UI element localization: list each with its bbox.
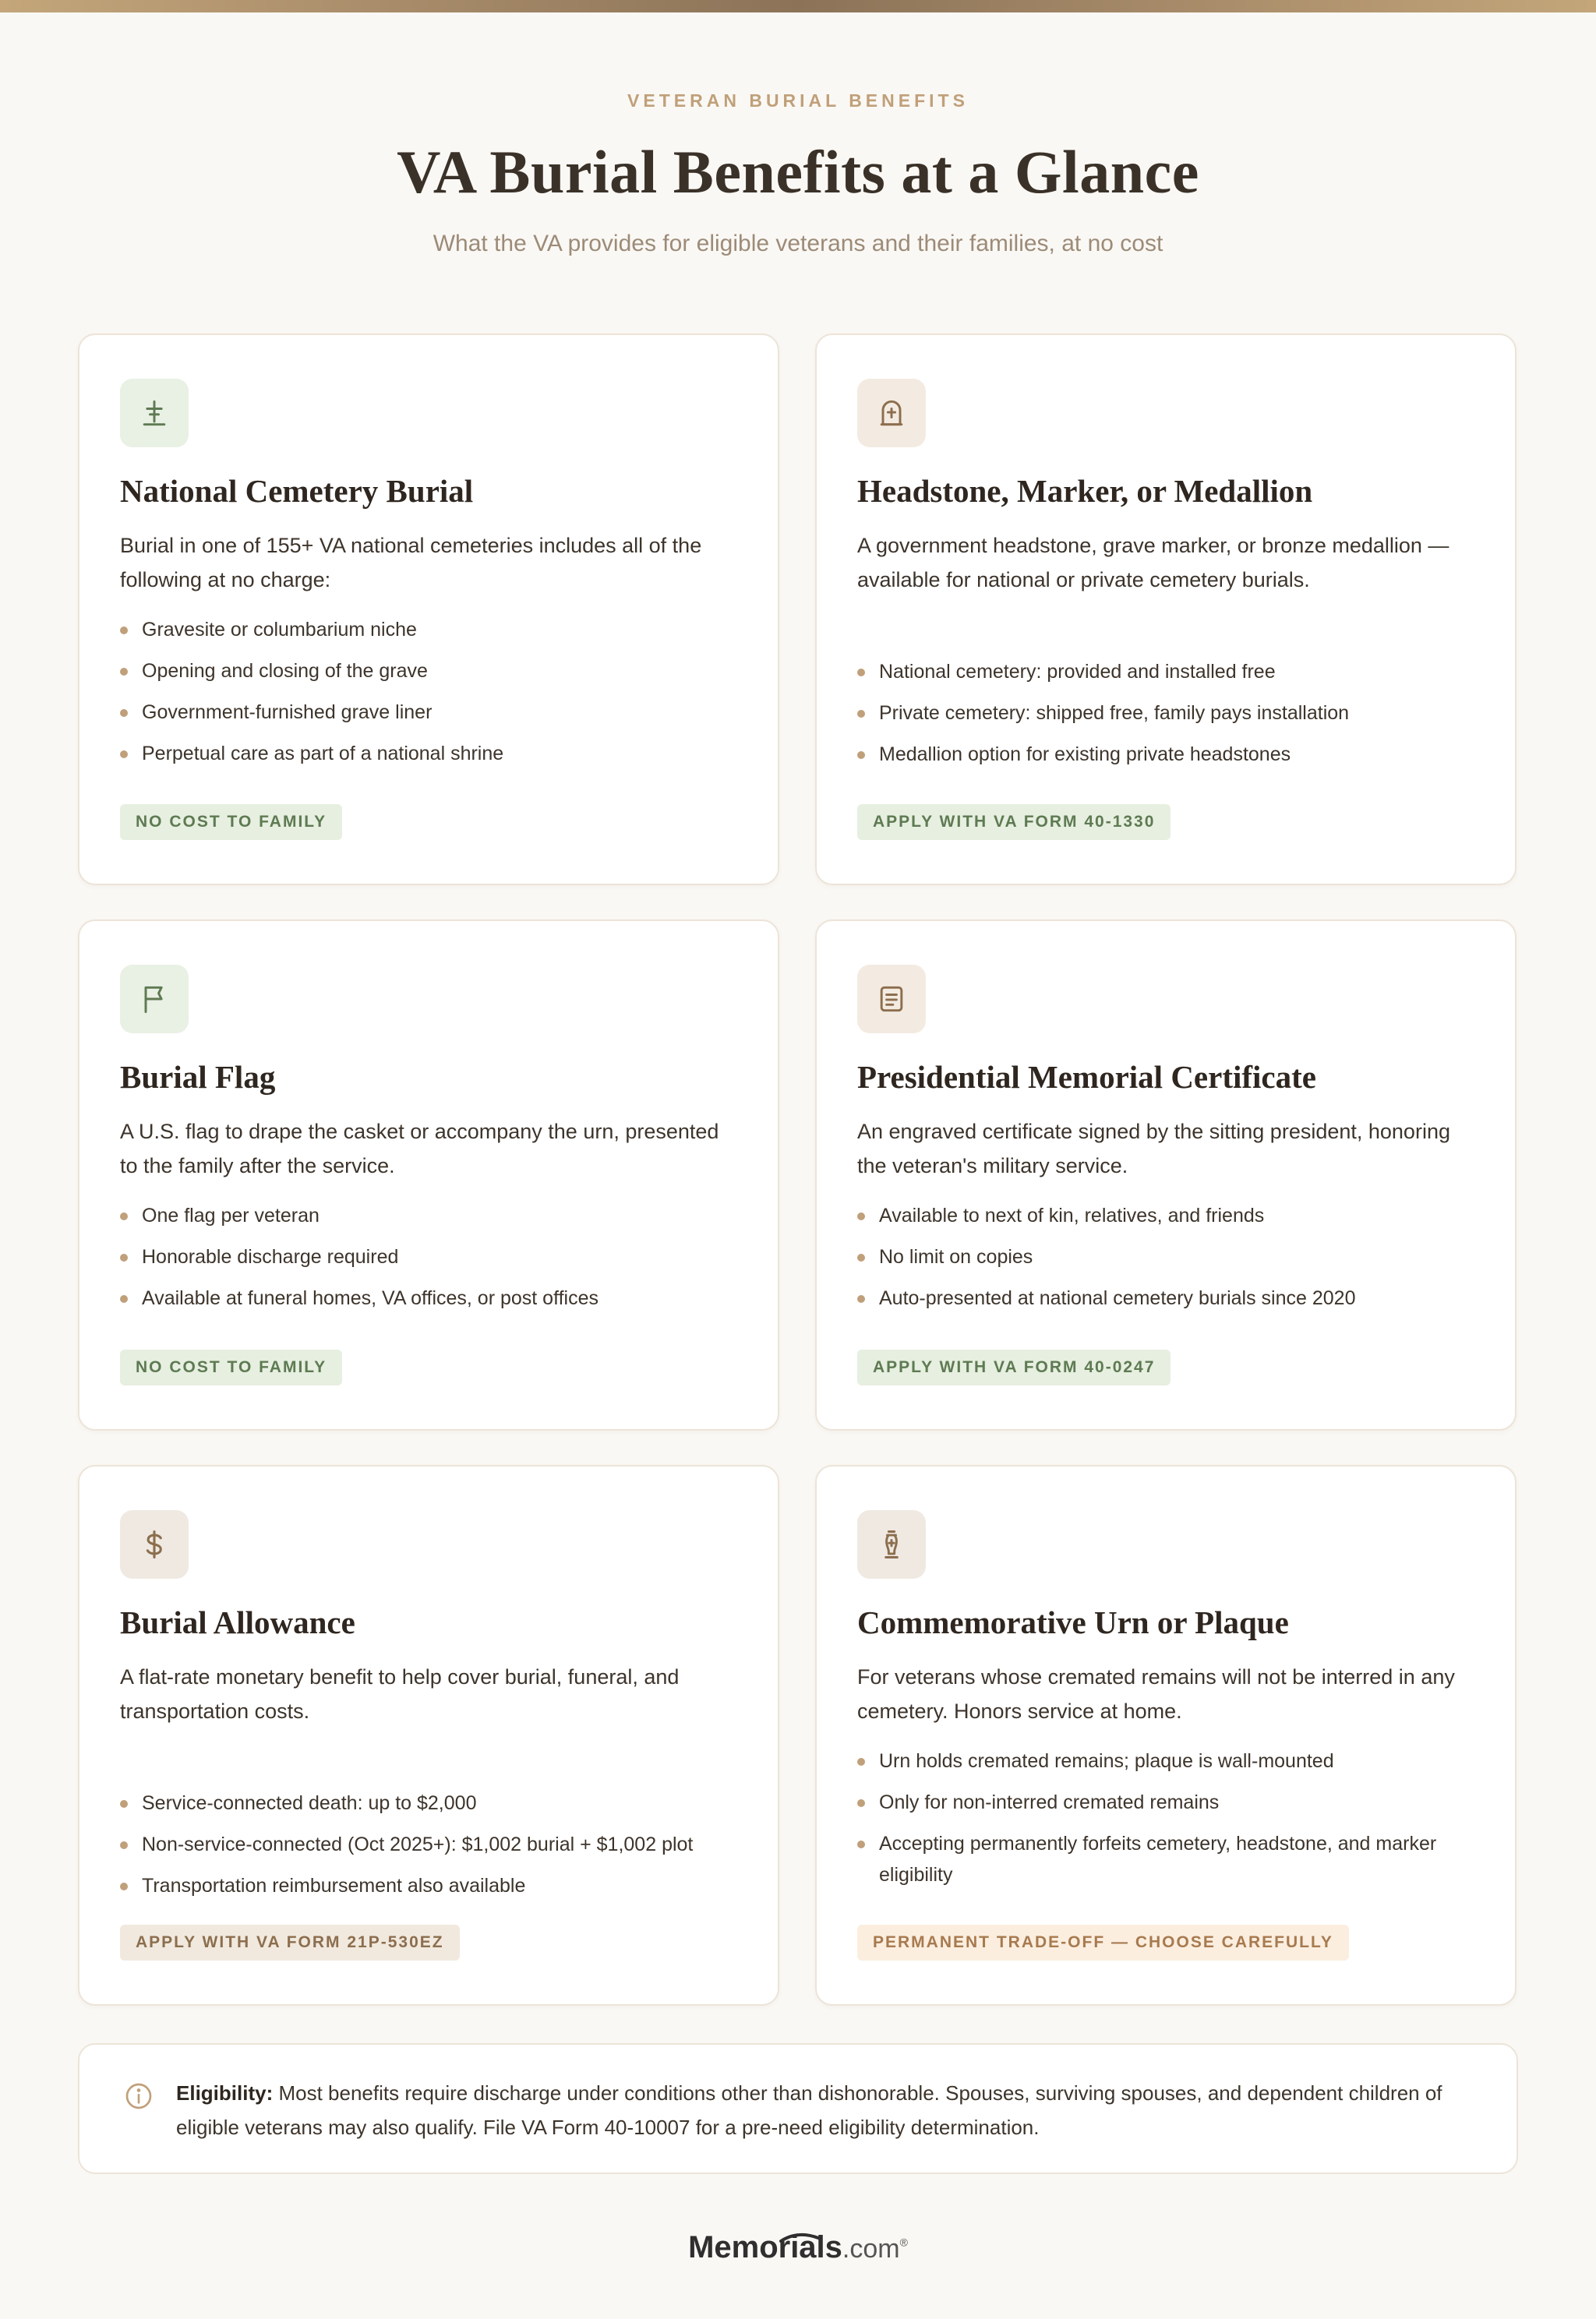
status-badge: NO COST TO FAMILY xyxy=(120,1350,342,1385)
benefit-list xyxy=(120,614,743,779)
eligibility-note xyxy=(78,2043,1518,2174)
card-title: Presidential Memorial Certificate xyxy=(857,1059,1316,1095)
card-commemorative-urn-plaque xyxy=(815,1465,1517,2006)
info-icon xyxy=(123,2081,154,2112)
card-title: Commemorative Urn or Plaque xyxy=(857,1604,1289,1640)
list-item: Transportation reimbursement also available xyxy=(120,1870,743,1901)
page-title: VA Burial Benefits at a Glance xyxy=(397,138,1199,206)
list-item: Gravesite or columbarium niche xyxy=(120,614,743,645)
list-item: Service-connected death: up to $2,000 xyxy=(120,1788,743,1819)
card-title: Headstone, Marker, or Medallion xyxy=(857,473,1313,509)
form-badge: APPLY WITH VA FORM 40-1330 xyxy=(857,804,1171,840)
card-title: Burial Flag xyxy=(120,1059,276,1095)
list-item: Government-furnished grave liner xyxy=(120,697,743,728)
benefit-list xyxy=(120,1200,743,1324)
card-description: An engraved certificate signed by the sitting president, honoring the veteran's military service. xyxy=(857,1120,1450,1177)
memorials-logo xyxy=(686,2230,910,2265)
list-item: Honorable discharge required xyxy=(120,1241,743,1272)
list-item: Accepting permanently forfeits cemetery, headstone, and marker eligibility xyxy=(857,1828,1481,1890)
card-description: A government headstone, grave marker, or bronze medallion — available for national or private cemetery burials. xyxy=(857,534,1449,591)
card-national-cemetery-burial xyxy=(78,334,779,885)
list-item: Non-service-connected (Oct 2025+): $1,002 burial + $1,002 plot xyxy=(120,1829,743,1860)
list-item: Available at funeral homes, VA offices, or post offices xyxy=(120,1283,743,1314)
flag-icon xyxy=(120,965,189,1033)
cemetery-cross-icon xyxy=(120,379,189,447)
top-accent-bar xyxy=(0,0,1596,12)
list-item: No limit on copies xyxy=(857,1241,1481,1272)
card-title: National Cemetery Burial xyxy=(120,473,474,509)
page-subtitle: What the VA provides for eligible veterans and their families, at no cost xyxy=(433,231,1163,256)
card-burial-flag xyxy=(78,919,779,1431)
brand-suffix: .com xyxy=(842,2234,900,2264)
list-item: Medallion option for existing private headstones xyxy=(857,739,1481,770)
headstone-icon xyxy=(857,379,926,447)
benefit-list xyxy=(857,1745,1481,1901)
eligibility-body: Most benefits require discharge under conditions other than dishonorable. Spouses, surviving spouses, and dependent children of eligible veterans may also qualify. File VA Form 40-10007 for a pre-need eligibility determination. xyxy=(176,2081,1442,2139)
form-badge: APPLY WITH VA FORM 40-0247 xyxy=(857,1350,1171,1385)
list-item: Opening and closing of the grave xyxy=(120,655,743,687)
benefit-list xyxy=(857,656,1481,780)
list-item: National cemetery: provided and installed free xyxy=(857,656,1481,687)
status-badge: NO COST TO FAMILY xyxy=(120,804,342,840)
list-item: One flag per veteran xyxy=(120,1200,743,1231)
card-description: A U.S. flag to drape the casket or accompany the urn, presented to the family after the service. xyxy=(120,1120,719,1177)
card-description: For veterans whose cremated remains will not be interred in any cemetery. Honors service at home. xyxy=(857,1665,1455,1723)
benefit-list xyxy=(120,1788,743,1911)
card-title: Burial Allowance xyxy=(120,1604,355,1640)
card-presidential-memorial-certificate xyxy=(815,919,1517,1431)
page-eyebrow: VETERAN BURIAL BENEFITS xyxy=(627,90,969,111)
list-item: Only for non-interred cremated remains xyxy=(857,1787,1481,1818)
card-burial-allowance xyxy=(78,1465,779,2006)
list-item: Urn holds cremated remains; plaque is wall-mounted xyxy=(857,1745,1481,1777)
card-headstone-marker-medallion xyxy=(815,334,1517,885)
list-item: Available to next of kin, relatives, and friends xyxy=(857,1200,1481,1231)
eligibility-label: Eligibility: xyxy=(176,2081,274,2105)
urn-icon xyxy=(857,1510,926,1579)
dollar-icon xyxy=(120,1510,189,1579)
card-description: A flat-rate monetary benefit to help cover burial, funeral, and transportation costs. xyxy=(120,1665,680,1723)
list-item: Perpetual care as part of a national shrine xyxy=(120,738,743,769)
eligibility-text xyxy=(176,2076,1485,2144)
certificate-icon xyxy=(857,965,926,1033)
brand-registered-mark: ® xyxy=(899,2236,908,2249)
benefit-list xyxy=(857,1200,1481,1324)
warning-badge: PERMANENT TRADE-OFF — CHOOSE CAREFULLY xyxy=(857,1925,1349,1961)
list-item: Private cemetery: shipped free, family pays installation xyxy=(857,697,1481,729)
brand-name: Memorials xyxy=(688,2230,842,2264)
form-badge: APPLY WITH VA FORM 21P-530EZ xyxy=(120,1925,460,1961)
card-description: Burial in one of 155+ VA national cemeteries includes all of the following at no charge: xyxy=(120,534,702,591)
list-item: Auto-presented at national cemetery burials since 2020 xyxy=(857,1283,1481,1314)
